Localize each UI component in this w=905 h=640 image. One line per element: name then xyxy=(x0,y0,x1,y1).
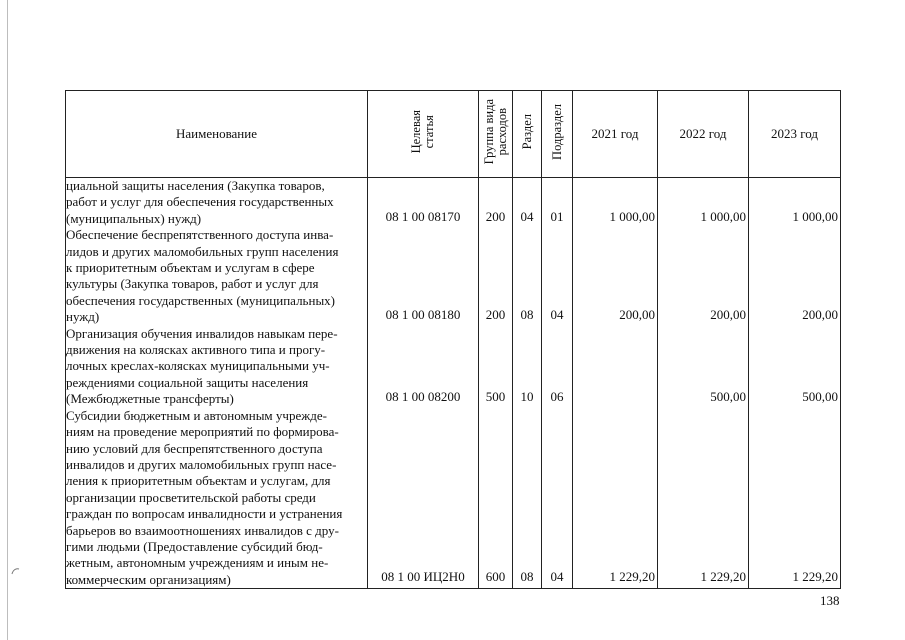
name-line: Субсидии бюджетным и автономным учрежде- xyxy=(66,407,327,423)
name-line: к приоритетным объектам и услугам в сфере xyxy=(66,260,315,276)
name-line: граждан по вопросам инвалидности и устранения xyxy=(66,506,343,522)
body-row xyxy=(66,178,841,589)
header-expense-group xyxy=(479,91,513,178)
amount-2021-column xyxy=(573,178,658,589)
amount-2021: 1 000,00 xyxy=(609,209,655,224)
subsection-column xyxy=(542,178,573,589)
header-name: Наименование xyxy=(66,91,368,178)
expense-group-code: 500 xyxy=(485,389,506,404)
name-line: нию условий для беспрепятственного доступа xyxy=(66,440,323,456)
name-line: Обеспечение беспрепятственного доступа инва- xyxy=(66,227,334,243)
section-column xyxy=(513,178,542,589)
name-line: реждениями социальной защиты населения xyxy=(66,374,309,390)
name-line: (муниципальных) нужд) xyxy=(66,210,202,226)
subsection-code: 06 xyxy=(550,389,564,404)
name-line: нужд) xyxy=(66,309,100,325)
header-row xyxy=(66,91,841,178)
amount-2022-column xyxy=(658,178,749,589)
header-2023: 2023 год xyxy=(749,91,841,178)
amount-2022: 200,00 xyxy=(710,307,746,322)
name-line: жетным, автономным учреждениям и иным не- xyxy=(66,555,329,571)
name-line: лидов и других маломобильных групп населения xyxy=(66,243,339,259)
header-subsection xyxy=(542,91,573,178)
amount-2023: 500,00 xyxy=(802,389,838,404)
header-section-label: Раздел xyxy=(519,114,534,150)
pen-mark xyxy=(10,566,24,576)
amount-2023: 200,00 xyxy=(802,307,838,322)
amount-2021: 1 229,20 xyxy=(609,569,655,584)
name-line: инвалидов и других маломобильных групп насе- xyxy=(66,456,337,472)
scan-binding-edge xyxy=(7,0,8,640)
section-code: 08 xyxy=(520,307,534,322)
name-line: коммерческим организациям) xyxy=(66,571,231,587)
header-2022: 2022 год xyxy=(658,91,749,178)
amount-2022: 1 229,20 xyxy=(700,569,746,584)
amount-2022: 500,00 xyxy=(710,389,746,404)
target-column xyxy=(368,178,479,589)
header-target xyxy=(368,91,479,178)
amount-2023: 1 000,00 xyxy=(792,209,838,224)
name-line: ления к приоритетным объектам и услугам, для xyxy=(66,473,331,489)
name-line: циальной защиты населения (Закупка товаров, xyxy=(66,178,325,193)
expense-group-code: 200 xyxy=(485,209,506,224)
header-target-label: Целевая статья xyxy=(409,110,436,154)
budget-table xyxy=(65,90,841,589)
header-section xyxy=(513,91,542,178)
target-code: 08 1 00 08170 xyxy=(385,209,461,224)
subsection-code: 04 xyxy=(550,569,564,584)
amount-2022: 1 000,00 xyxy=(700,209,746,224)
name-line: ниям на проведение мероприятий по формирова- xyxy=(66,424,339,440)
header-expense-group-label: Группа вида расходов xyxy=(481,99,509,165)
name-line: барьеров во взаимоотношениях инвалидов с дру- xyxy=(66,522,339,538)
name-column xyxy=(66,178,368,589)
expense-group-code: 600 xyxy=(485,569,506,584)
target-code: 08 1 00 08200 xyxy=(385,389,461,404)
header-subsection-label: Подраздел xyxy=(549,104,564,160)
name-line: лочных креслах-колясках муниципальными уч- xyxy=(66,358,330,374)
name-line: Организация обучения инвалидов навыкам пере- xyxy=(66,325,338,341)
name-line: культуры (Закупка товаров, работ и услуг для xyxy=(66,276,319,292)
section-code: 08 xyxy=(520,569,534,584)
amount-2023-column xyxy=(749,178,841,589)
section-code: 04 xyxy=(520,209,534,224)
subsection-code: 04 xyxy=(550,307,564,322)
amount-2021: 200,00 xyxy=(619,307,655,322)
name-line: работ и услуг для обеспечения государственных xyxy=(66,194,334,210)
subsection-code: 01 xyxy=(550,209,564,224)
name-line: (Межбюджетные трансферты) xyxy=(66,391,234,407)
expense-group-column xyxy=(479,178,513,589)
section-code: 10 xyxy=(520,389,534,404)
target-code: 08 1 00 ИЦ2Н0 xyxy=(381,569,465,584)
header-2021: 2021 год xyxy=(573,91,658,178)
target-code: 08 1 00 08180 xyxy=(385,307,461,322)
name-line: обеспечения государственных (муниципальных) xyxy=(66,292,336,308)
name-line: организации просветительской работы среди xyxy=(66,489,316,505)
name-line: гими людьми (Предоставление субсидий бюд- xyxy=(66,538,323,554)
page-number: 138 xyxy=(820,593,840,608)
name-line: движения на колясках активного типа и прогу- xyxy=(66,342,326,358)
amount-2023: 1 229,20 xyxy=(792,569,838,584)
expense-group-code: 200 xyxy=(485,307,506,322)
